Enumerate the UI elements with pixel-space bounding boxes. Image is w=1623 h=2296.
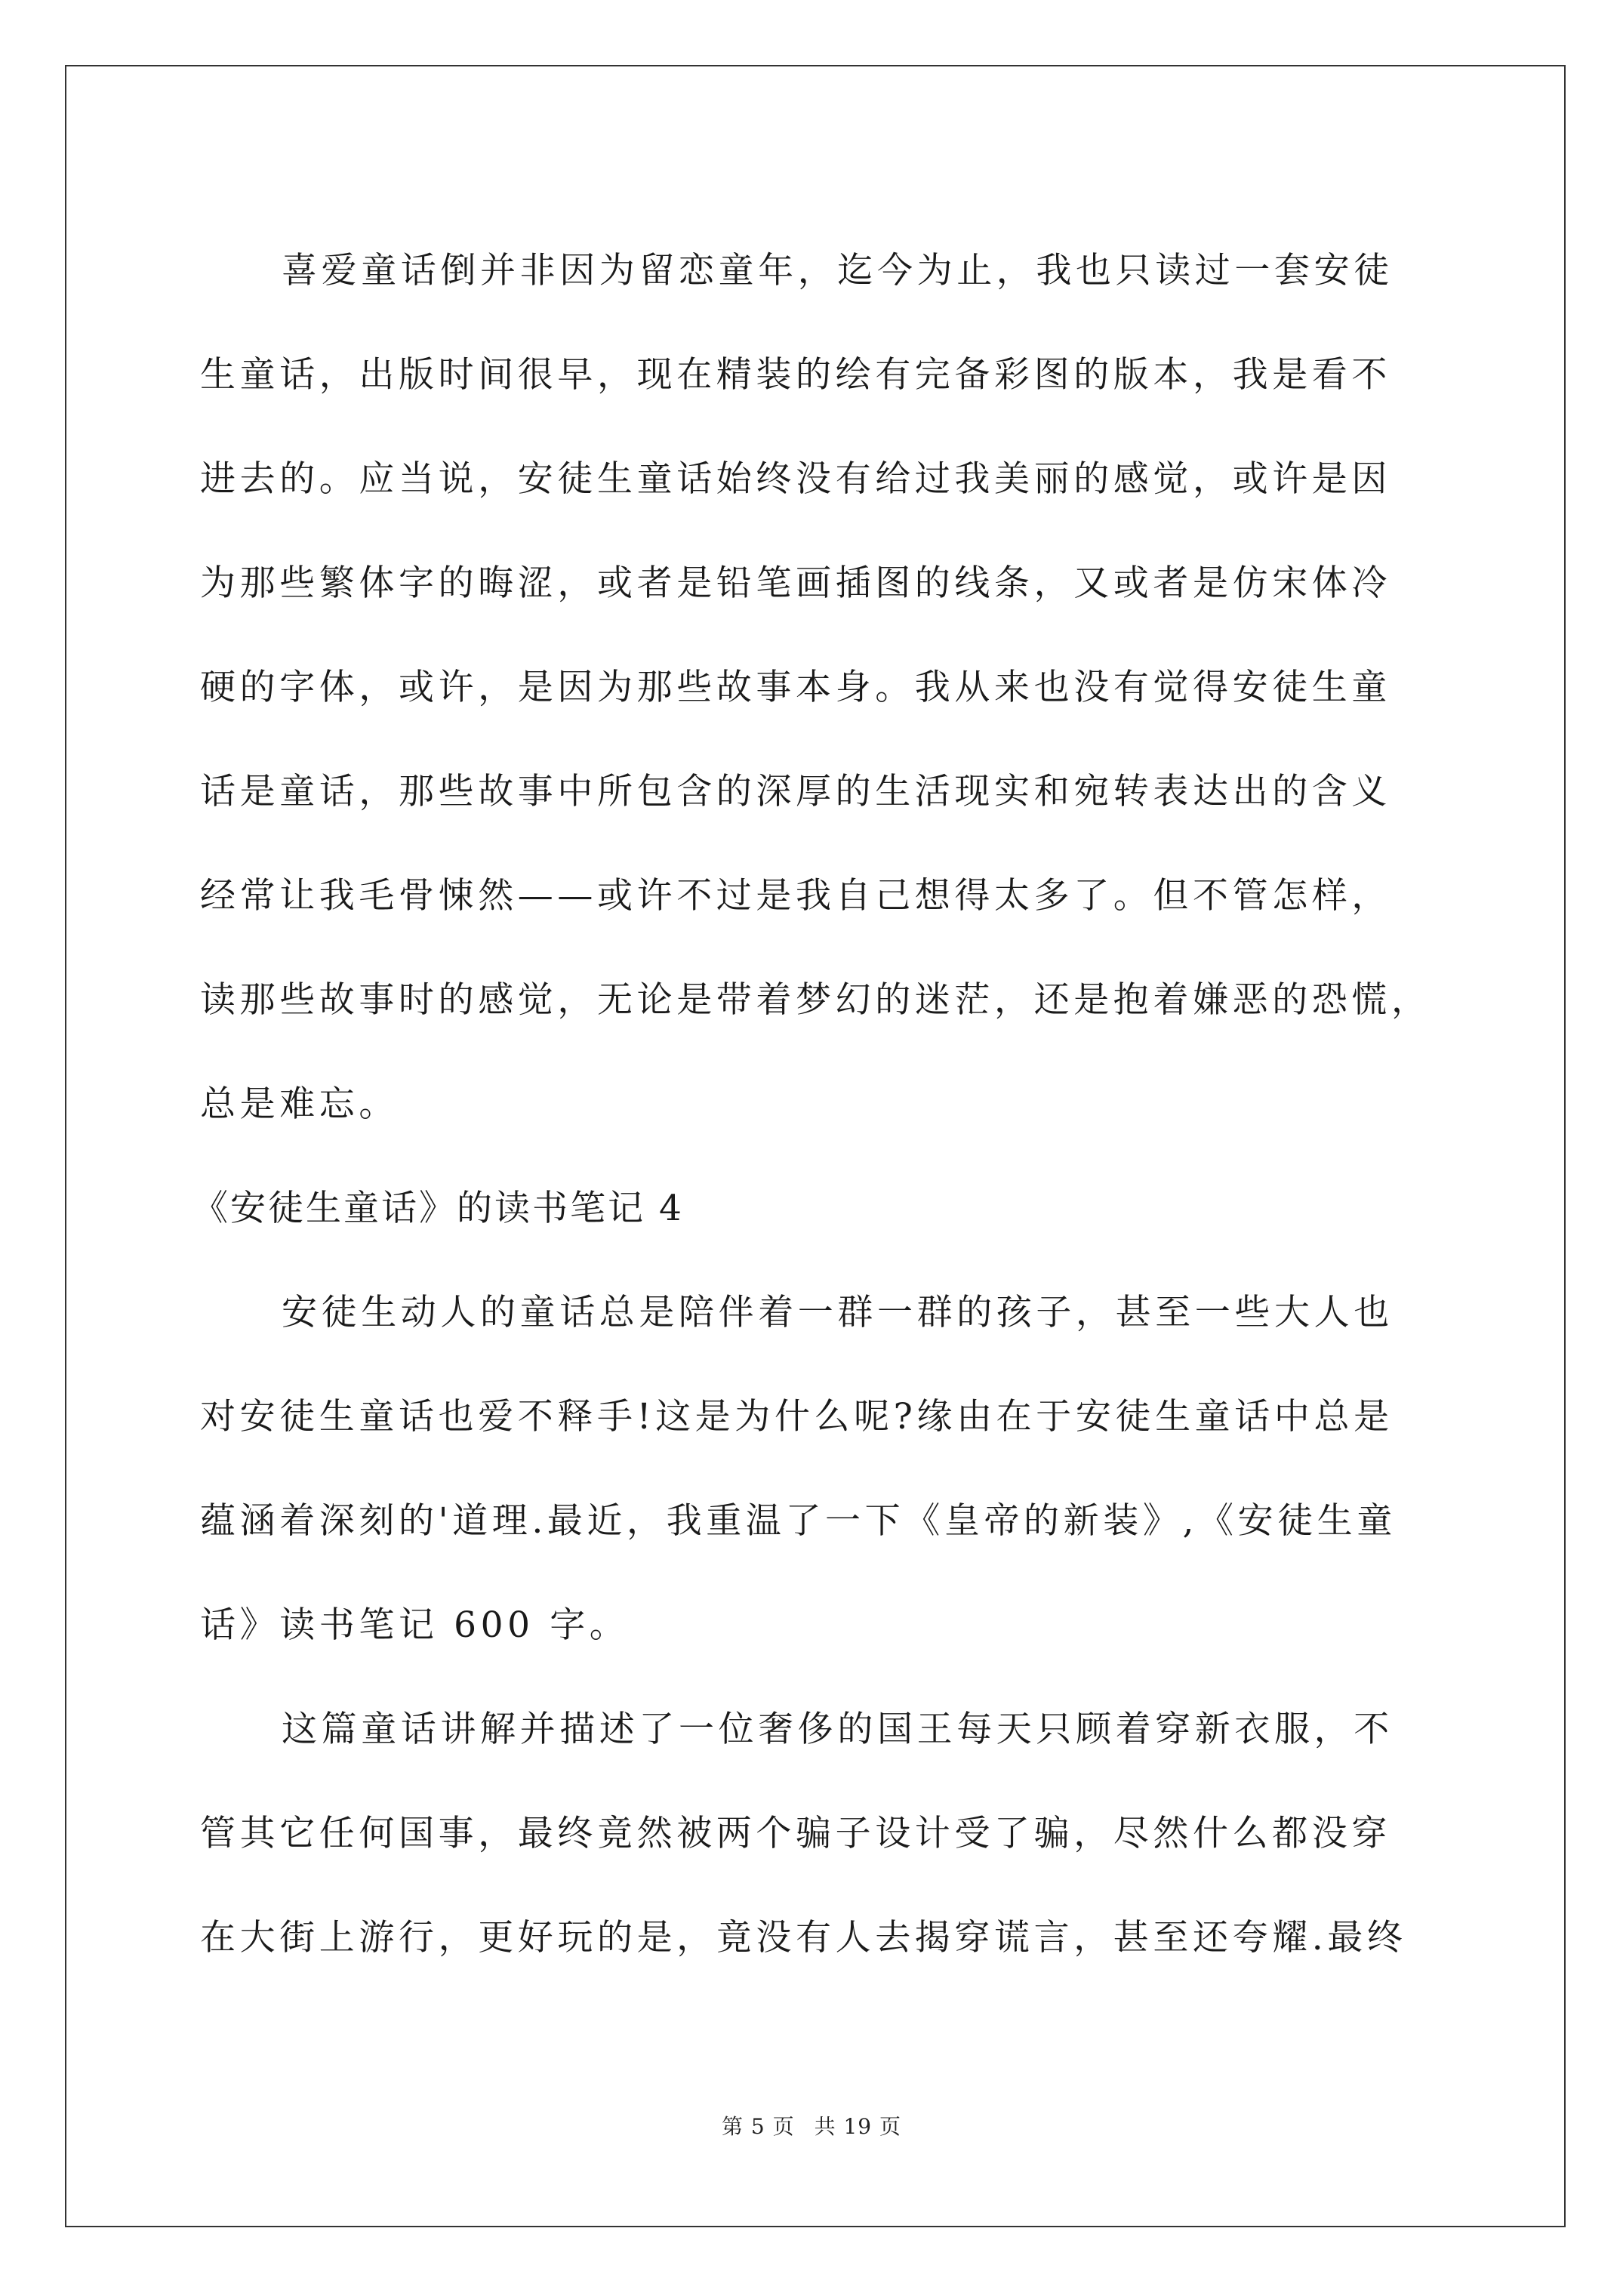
paragraph-line: 经常让我毛骨悚然——或许不过是我自己想得太多了。但不管怎样， [200, 875, 1391, 917]
paragraph-line: 为那些繁体字的晦涩，或者是铅笔画插图的线条，又或者是仿宋体冷 [200, 562, 1391, 604]
paragraph-line: 喜爱童话倒并非因为留恋童年，迄今为止，我也只读过一套安徒 [282, 250, 1394, 291]
paragraph-line: 安徒生动人的童话总是陪伴着一群一群的孩子，甚至一些大人也 [282, 1292, 1394, 1333]
paragraph-line: 对安徒生童话也爱不释手!这是为什么呢?缘由在于安徒生童话中总是 [200, 1396, 1394, 1438]
paragraph-line: 话是童话，那些故事中所包含的深厚的生活现实和宛转表达出的含义 [200, 771, 1391, 812]
document-body [192, 219, 1438, 1990]
paragraph-line: 蕴涵着深刻的'道理.最近，我重温了一下《皇帝的新装》,《安徒生童 [200, 1500, 1397, 1542]
paragraph-line: 这篇童话讲解并描述了一位奢侈的国王每天只顾着穿新衣服，不 [282, 1709, 1394, 1750]
paragraph-line: 总是难忘。 [200, 1083, 399, 1125]
paragraph-line: 在大街上游行，更好玩的是，竟没有人去揭穿谎言，甚至还夸耀.最终 [200, 1917, 1407, 1959]
page-footer [0, 2110, 1623, 2140]
paragraph-line: 进去的。应当说，安徒生童话始终没有给过我美丽的感觉，或许是因 [200, 458, 1391, 500]
section-heading: 《安徒生童话》的读书笔记 4 [192, 1188, 684, 1229]
page-number: 第 5 页 [721, 2114, 795, 2139]
paragraph-line: 读那些故事时的感觉，无论是带着梦幻的迷茫，还是抱着嫌恶的恐慌， [200, 979, 1431, 1021]
paragraph-line: 硬的字体，或许，是因为那些故事本身。我从来也没有觉得安徒生童 [200, 667, 1391, 708]
paragraph-line: 管其它任何国事，最终竟然被两个骗子设计受了骗，尽然什么都没穿 [200, 1813, 1391, 1854]
paragraph-line: 生童话，出版时间很早，现在精装的绘有完备彩图的版本，我是看不 [200, 354, 1391, 396]
paragraph-line: 话》读书笔记 600 字。 [200, 1604, 630, 1646]
page-total: 共 19 页 [814, 2114, 902, 2139]
